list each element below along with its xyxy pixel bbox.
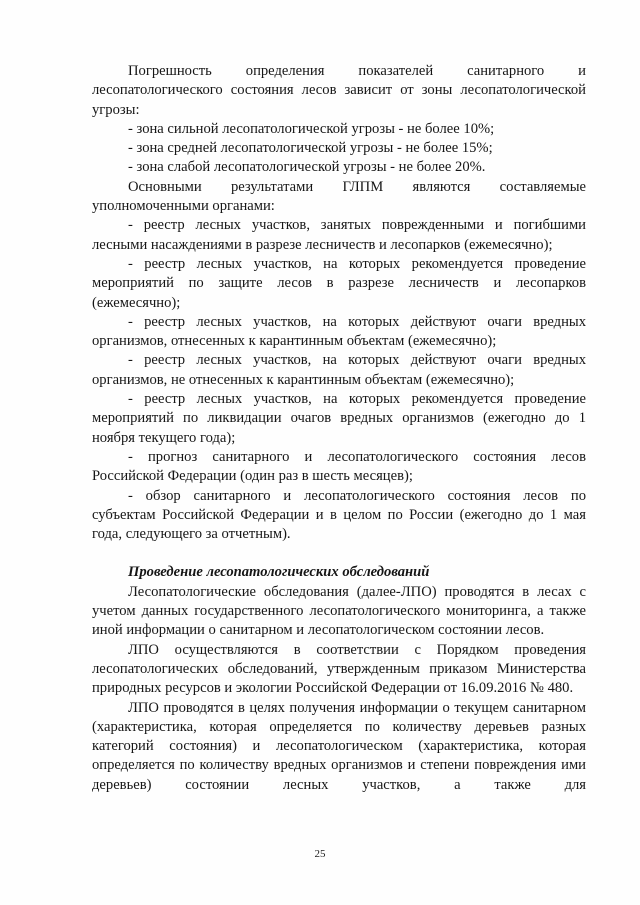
list-item: - обзор санитарного и лесопатологического состояния лесов по субъектам Российской Федерации и в целом по России (ежегодно до 1 мая года, следующего за отчетным). <box>92 487 586 543</box>
paragraph-error-margin: Погрешность определения показателей санитарного и лесопатологического состояния лесов зависит от зоны лесопатологической угрозы: <box>92 63 586 118</box>
paragraph-lpo-order: ЛПО осуществляются в соответствии с Порядком проведения лесопатологических обследований, утвержденным приказом Министерства природных ресурсов и экологии Российской Федерации от 16.09.2016 № 480. <box>92 641 586 697</box>
section-heading: Проведение лесопатологических обследований <box>128 564 430 581</box>
page-number: 25 <box>314 848 326 860</box>
page-content <box>92 62 586 795</box>
zone-item-medium: - зона средней лесопатологической угрозы - не более 15%; <box>128 140 493 157</box>
paragraph-lpo-purpose: ЛПО проводятся в целях получения информации о текущем санитарном (характеристика, которая определяется по количеству деревьев разных категорий состояния) и лесопатологическом (характеристика, которая определяется по количеству вредных организмов и степени повреждения ими деревьев) состоянии лесных участков, а также для <box>92 699 586 793</box>
list-item: - реестр лесных участков, на которых действуют очаги вредных организмов, не отнесенных к карантинным объектам (ежемесячно); <box>92 352 586 388</box>
list-item: - реестр лесных участков, на которых рекомендуется проведение мероприятий по защите лесов в разрезе лесничеств и лесопарков (ежемесячно); <box>92 255 586 311</box>
paragraph-glpm-results: Основными результатами ГЛПМ являются составляемые уполномоченными органами: <box>92 178 586 215</box>
zone-item-weak: - зона слабой лесопатологической угрозы - не более 20%. <box>128 159 486 176</box>
zone-item-strong: - зона сильной лесопатологической угрозы - не более 10%; <box>128 120 495 137</box>
list-item: - прогноз санитарного и лесопатологического состояния лесов Российской Федерации (один раз в шесть месяцев); <box>92 448 586 485</box>
paragraph-lpo-definition: Лесопатологические обследования (далее-ЛПО) проводятся в лесах с учетом данных государственного лесопатологического мониторинга, а также иной информации о санитарном и лесопатологическом состоянии лесов. <box>92 583 586 639</box>
list-item: - реестр лесных участков, занятых поврежденными и погибшими лесными насаждениями в разрезе лесничеств и лесопарков (ежемесячно); <box>92 217 586 253</box>
list-item: - реестр лесных участков, на которых рекомендуется проведение мероприятий по ликвидации очагов вредных организмов (ежегодно до 1 ноября текущего года); <box>92 391 586 446</box>
list-item: - реестр лесных участков, на которых действуют очаги вредных организмов, отнесенных к карантинным объектам (ежемесячно); <box>92 313 586 350</box>
